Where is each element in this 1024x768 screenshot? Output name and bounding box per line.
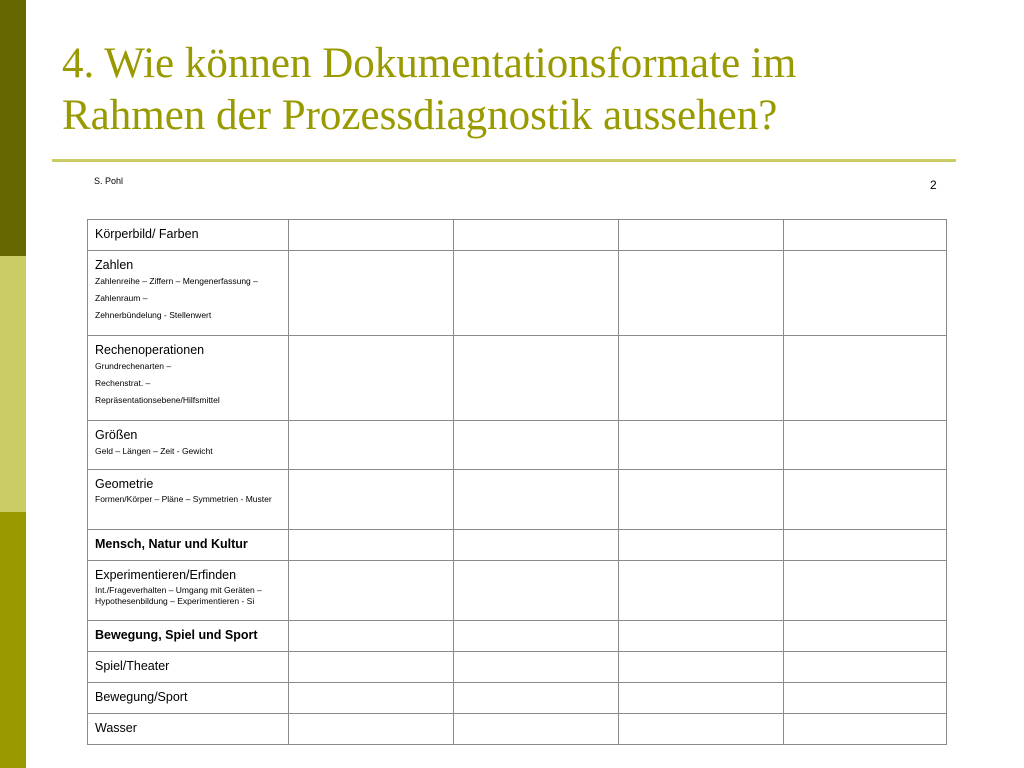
slide-title	[62, 38, 982, 142]
documentation-table	[87, 219, 947, 745]
row-label: Wasser	[95, 721, 137, 735]
row-sublabel: Grundrechenarten –	[95, 361, 172, 371]
table-row	[88, 621, 947, 652]
empty-cell	[454, 470, 619, 530]
empty-cell	[784, 683, 947, 714]
table-row	[88, 561, 947, 621]
empty-cell	[454, 530, 619, 561]
section-heading: Mensch, Natur und Kultur	[95, 537, 248, 551]
row-label-cell	[88, 530, 289, 561]
empty-cell	[619, 421, 784, 470]
empty-cell	[619, 530, 784, 561]
slide-title-line-2: Rahmen der Prozessdiagnostik aussehen?	[62, 92, 778, 139]
empty-cell	[454, 220, 619, 251]
table-row	[88, 336, 947, 421]
empty-cell	[619, 621, 784, 652]
sidebar-block-middle	[0, 256, 26, 512]
row-label: Größen	[95, 428, 138, 442]
row-label-cell	[88, 652, 289, 683]
empty-cell	[784, 421, 947, 470]
empty-cell	[619, 683, 784, 714]
table-row	[88, 251, 947, 336]
sidebar-block-bottom	[0, 512, 26, 768]
empty-cell	[784, 220, 947, 251]
table-row	[88, 220, 947, 251]
row-label-cell	[88, 220, 289, 251]
empty-cell	[784, 251, 947, 336]
table-row	[88, 683, 947, 714]
empty-cell	[784, 336, 947, 421]
empty-cell	[454, 561, 619, 621]
empty-cell	[454, 421, 619, 470]
empty-cell	[784, 621, 947, 652]
row-label-cell	[88, 683, 289, 714]
row-label-cell	[88, 421, 289, 470]
empty-cell	[784, 530, 947, 561]
row-label: Zahlen	[95, 258, 134, 272]
empty-cell	[619, 714, 784, 745]
row-sublabel: Geld – Längen – Zeit - Gewicht	[95, 446, 213, 456]
empty-cell	[289, 421, 454, 470]
slide-title-line-1: 4. Wie können Dokumentationsformate im	[62, 40, 797, 87]
empty-cell	[289, 561, 454, 621]
row-label-cell	[88, 336, 289, 421]
empty-cell	[289, 714, 454, 745]
empty-cell	[289, 652, 454, 683]
empty-cell	[454, 652, 619, 683]
row-sublabel: Repräsentationsebene/Hilfsmittel	[95, 395, 220, 405]
row-sublabel: Formen/Körper – Pläne – Symmetrien - Muster	[95, 494, 272, 504]
empty-cell	[619, 470, 784, 530]
empty-cell	[784, 470, 947, 530]
table-row	[88, 470, 947, 530]
title-divider	[52, 159, 956, 162]
row-sublabel: Int./Frageverhalten – Umgang mit Geräten – Hypothesenbildung – Experimentieren - Si	[95, 585, 262, 606]
row-sublabel: Zahlenraum –	[95, 293, 148, 303]
row-label-cell	[88, 621, 289, 652]
table-row	[88, 421, 947, 470]
row-label-cell	[88, 714, 289, 745]
empty-cell	[619, 652, 784, 683]
table-row	[88, 652, 947, 683]
empty-cell	[289, 470, 454, 530]
row-label: Geometrie	[95, 477, 154, 491]
row-sublabel: Rechenstrat. –	[95, 378, 151, 388]
empty-cell	[454, 336, 619, 421]
row-sublabel: Zehnerbündelung - Stellenwert	[95, 310, 212, 320]
row-label: Spiel/Theater	[95, 659, 170, 673]
empty-cell	[454, 621, 619, 652]
row-label: Rechenoperationen	[95, 343, 205, 357]
sidebar-decoration	[0, 0, 26, 768]
empty-cell	[289, 336, 454, 421]
row-label: Körperbild/ Farben	[95, 227, 199, 241]
table-row	[88, 714, 947, 745]
empty-cell	[289, 683, 454, 714]
empty-cell	[289, 251, 454, 336]
section-heading: Bewegung, Spiel und Sport	[95, 628, 258, 642]
empty-cell	[289, 621, 454, 652]
empty-cell	[454, 683, 619, 714]
empty-cell	[454, 714, 619, 745]
empty-cell	[784, 561, 947, 621]
empty-cell	[619, 561, 784, 621]
table-row	[88, 530, 947, 561]
author-label: S. Pohl	[94, 176, 124, 186]
empty-cell	[289, 530, 454, 561]
empty-cell	[784, 652, 947, 683]
row-sublabel: Zahlenreihe – Ziffern – Mengenerfassung –	[95, 276, 258, 286]
row-label: Bewegung/Sport	[95, 690, 188, 704]
empty-cell	[454, 251, 619, 336]
empty-cell	[619, 220, 784, 251]
page-number: 2	[930, 178, 937, 192]
row-label-cell	[88, 470, 289, 530]
row-label-cell	[88, 251, 289, 336]
empty-cell	[784, 714, 947, 745]
empty-cell	[289, 220, 454, 251]
row-label-cell	[88, 561, 289, 621]
empty-cell	[619, 336, 784, 421]
empty-cell	[619, 251, 784, 336]
row-label: Experimentieren/Erfinden	[95, 568, 237, 582]
sidebar-block-top	[0, 0, 26, 256]
